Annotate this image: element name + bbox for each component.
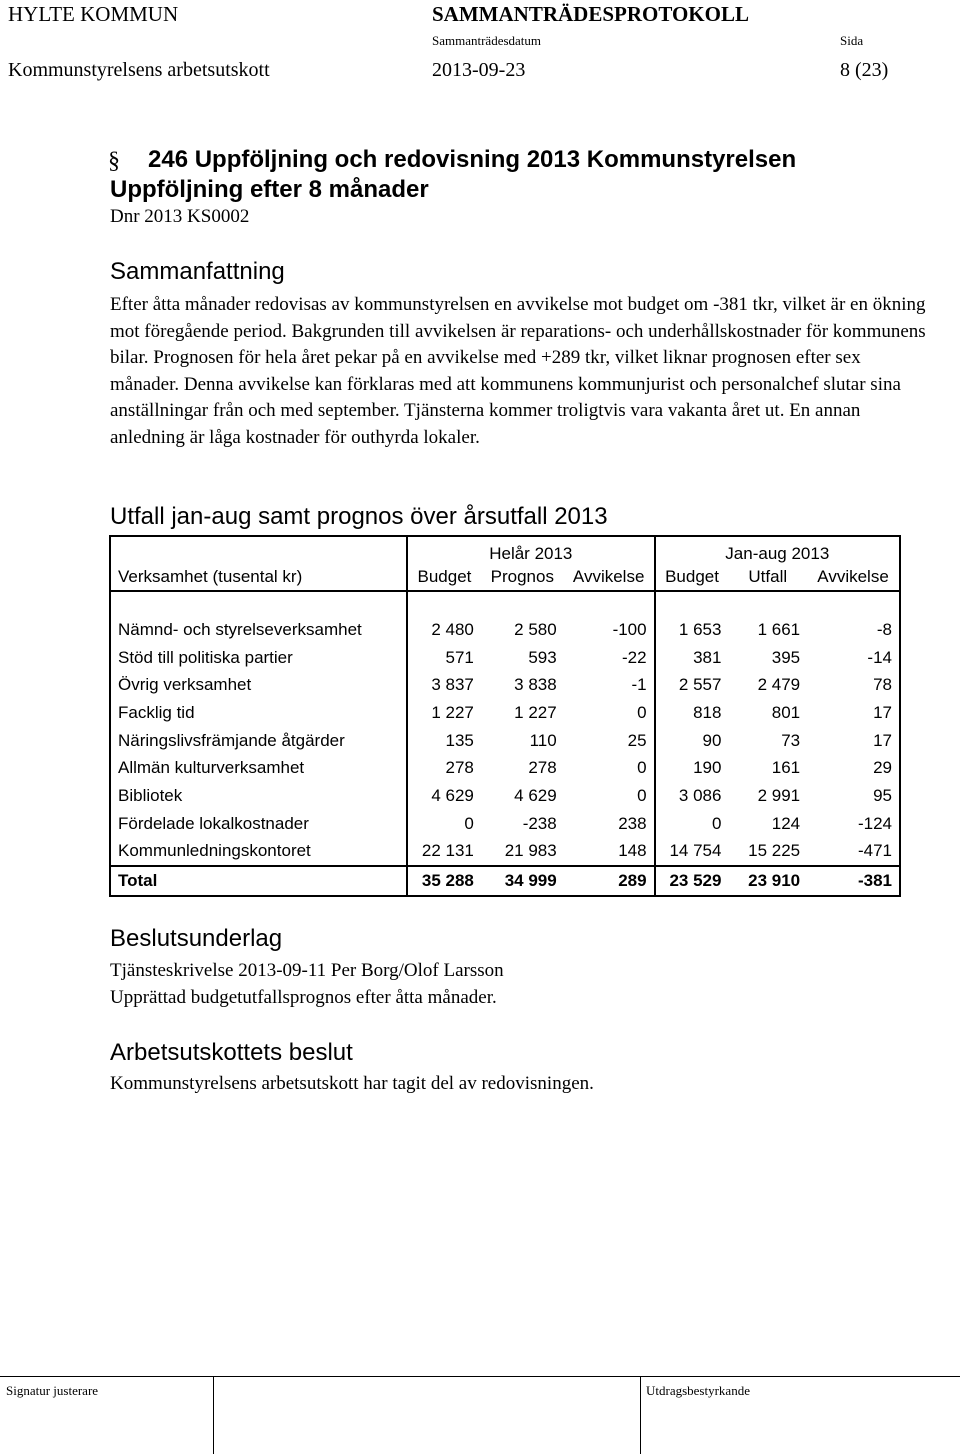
- summary-heading: Sammanfattning: [110, 258, 285, 285]
- document-type: SAMMANTRÄDESPROTOKOLL: [432, 2, 749, 26]
- budget-table: [109, 535, 901, 897]
- footer-column-divider: [213, 1376, 214, 1454]
- table-cell: 124: [771, 813, 801, 833]
- total-cell: 35 288: [407, 866, 481, 896]
- basis-heading: Beslutsunderlag: [110, 925, 283, 952]
- table-cell: 14 754: [655, 838, 729, 867]
- table-cell: 21 983: [504, 841, 557, 861]
- decision-heading: Arbetsutskottets beslut: [110, 1039, 353, 1066]
- row-label: Näringslivsfrämjande åtgärder: [110, 727, 407, 755]
- summary-text: Efter åtta månader redovisas av kommunstyrelsen en avvikelse mot budget om -381 tkr, vilket är en ökning mot föregående period. Bakgrunden till avvikelsen är reparations- och underhållskostnader för kommunens bilar. Prognosen för hela året pekar på en avvikelse med +289 tkr, vilket liknar prognosen efter sex månader. Denna avvikelse kan förklaras med att kommunens kommunjurist och personalchef slutar sina anställningar från och med september. Tjänsterna kommer troligtvis vara vakanta året ut. En annan anledning är låga kostnader för outhyrda lokaler.: [110, 294, 926, 448]
- column-header-deviation: Avvikelse: [807, 564, 900, 591]
- table-cell: 593: [528, 647, 557, 667]
- basis-line: Upprättad budgetutfallsprognos efter åtta månader.: [110, 986, 497, 1008]
- table-cell: 2 480: [407, 616, 481, 644]
- table-row: [110, 810, 900, 838]
- table-cell: 2 991: [757, 785, 801, 805]
- dnr: Dnr 2013 KS0002: [110, 206, 250, 227]
- table-cell: 15 225: [748, 841, 801, 861]
- row-label: Stöd till politiska partier: [110, 644, 407, 672]
- total-cell: 34 999: [481, 866, 564, 896]
- table-group-header-row: [110, 536, 900, 564]
- section-mark: §: [108, 148, 120, 174]
- table-cell: 148: [618, 841, 647, 861]
- table-cell: 0: [655, 810, 729, 838]
- table-cell: 110: [529, 730, 557, 750]
- committee-name: Kommunstyrelsens arbetsutskott: [8, 59, 270, 81]
- basis-list: [110, 958, 930, 1011]
- table-cell: 801: [771, 702, 801, 722]
- table-cell: 25: [627, 730, 647, 750]
- table-cell: 29: [807, 754, 900, 782]
- group-full-year: Helår 2013: [407, 536, 655, 564]
- total-cell: 289: [564, 866, 655, 896]
- table-row: [110, 782, 900, 810]
- table-cell: 0: [637, 785, 647, 805]
- row-label: Fördelade lokalkostnader: [110, 810, 407, 838]
- row-label: Kommunledningskontoret: [110, 838, 407, 867]
- table-cell: -1: [631, 675, 647, 695]
- decision-text: Kommunstyrelsens arbetsutskott har tagit del av redovisningen.: [110, 1073, 594, 1094]
- table-spacer-row: [110, 591, 900, 616]
- table-body: [110, 616, 900, 866]
- column-header-budget: Budget: [407, 564, 481, 591]
- footer-column-divider: [640, 1376, 641, 1454]
- table-cell: 238: [618, 813, 647, 833]
- table-cell: 22 131: [407, 838, 481, 867]
- table-cell: -8: [807, 616, 900, 644]
- table-cell: 0: [637, 758, 647, 778]
- table-cell: 17: [807, 699, 900, 727]
- table-total-row: [110, 866, 900, 896]
- table-cell: 78: [807, 671, 900, 699]
- row-label: Nämnd- och styrelseverksamhet: [110, 616, 407, 644]
- table-cell: 4 629: [407, 782, 481, 810]
- table-cell: 4 629: [514, 785, 557, 805]
- page-number: 8 (23): [840, 59, 889, 81]
- table-heading: Utfall jan-aug samt prognos över årsutfall 2013: [110, 503, 608, 530]
- table-cell: 2 557: [655, 671, 729, 699]
- table-cell: 1 661: [757, 619, 801, 639]
- table-cell: 381: [655, 644, 729, 672]
- table-cell: 17: [807, 727, 900, 755]
- table-cell: 395: [771, 647, 801, 667]
- table-cell: 571: [407, 644, 481, 672]
- table-cell: 278: [528, 758, 557, 778]
- table-cell: 3 838: [514, 675, 557, 695]
- column-header-deviation: Avvikelse: [564, 564, 655, 591]
- meeting-date-label: Sammanträdesdatum: [432, 33, 542, 48]
- table-row: [110, 644, 900, 672]
- table-cell: 2 580: [514, 619, 557, 639]
- table-row: [110, 727, 900, 755]
- table-cell: -14: [807, 644, 900, 672]
- item-title-line2: Uppföljning efter 8 månader: [110, 176, 429, 203]
- table-cell: -124: [807, 810, 900, 838]
- table-cell: 95: [807, 782, 900, 810]
- table-row: [110, 699, 900, 727]
- signature-label: Signatur justerare: [6, 1383, 99, 1398]
- table-cell: -100: [612, 619, 647, 639]
- row-label: Allmän kulturverksamhet: [110, 754, 407, 782]
- extract-label: Utdragsbestyrkande: [646, 1383, 750, 1398]
- row-label: Bibliotek: [110, 782, 407, 810]
- total-cell: 23 910: [728, 866, 807, 896]
- row-label: Facklig tid: [110, 699, 407, 727]
- table-row: [110, 671, 900, 699]
- table-cell: 0: [637, 702, 647, 722]
- table-cell: 3 086: [655, 782, 729, 810]
- column-header-outcome: Utfall: [728, 564, 807, 591]
- total-cell: -381: [807, 866, 900, 896]
- page-label: Sida: [840, 33, 864, 48]
- total-cell: 23 529: [655, 866, 729, 896]
- table-cell: 3 837: [407, 671, 481, 699]
- table-cell: 1 227: [407, 699, 481, 727]
- group-jan-aug: Jan-aug 2013: [655, 536, 900, 564]
- table-cell: -238: [522, 813, 557, 833]
- item-title-line1: 246 Uppföljning och redovisning 2013 Kommunstyrelsen: [148, 146, 797, 173]
- table-cell: -471: [807, 838, 900, 867]
- column-header-budget: Budget: [655, 564, 729, 591]
- basis-line: Tjänsteskrivelse 2013-09-11 Per Borg/Olof Larsson: [110, 960, 504, 981]
- table-cell: 1 227: [514, 702, 557, 722]
- table-cell: 73: [781, 730, 801, 750]
- column-header-forecast: Prognos: [481, 564, 564, 591]
- table-cell: 135: [407, 727, 481, 755]
- column-header-activity: Verksamhet (tusental kr): [110, 564, 407, 591]
- table-cell: 190: [655, 754, 729, 782]
- footer-divider: [0, 1376, 960, 1377]
- table-cell: 0: [407, 810, 481, 838]
- table-cell: 2 479: [757, 675, 801, 695]
- table-cell: 278: [407, 754, 481, 782]
- table-cell: 90: [655, 727, 729, 755]
- table-cell: 1 653: [655, 616, 729, 644]
- organization-name: HYLTE KOMMUN: [8, 2, 179, 26]
- table-cell: 161: [771, 758, 801, 778]
- table-column-header-row: [110, 564, 900, 591]
- table-cell: -22: [622, 647, 647, 667]
- table-row: [110, 754, 900, 782]
- row-label: Övrig verksamhet: [110, 671, 407, 699]
- table-row: [110, 616, 900, 644]
- table-cell: 818: [655, 699, 729, 727]
- table-row: [110, 838, 900, 867]
- meeting-date: 2013-09-23: [432, 59, 526, 81]
- total-label: Total: [110, 866, 407, 896]
